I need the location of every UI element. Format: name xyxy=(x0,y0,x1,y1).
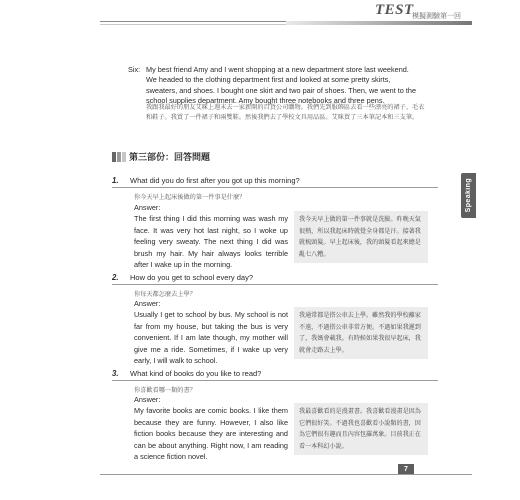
question-chinese: 你每天都怎麼去上學？ xyxy=(134,291,196,298)
answer-chinese-box: 我最喜歡看的是漫畫書。我喜歡看漫畫是因為它們很好笑。不過我也喜歡看小說類的書，因為它們很有趣而且內容包羅萬象。目前我正在看一本科幻小說。 xyxy=(294,403,428,455)
question-row xyxy=(112,270,438,285)
item-six-label: Six: xyxy=(128,65,141,74)
question-number: 3. xyxy=(112,368,119,378)
answer-chinese-box: 我今天早上做的第一件事就是洗臉。昨晚天氣很熱，所以我起床時就覺全身都是汗。接著我就梳頭髮。早上起床後，我的頭髮看起來總是亂七八糟。 xyxy=(294,211,428,263)
test-header-subtitle: 模擬測驗第一回 xyxy=(412,13,461,20)
item-six-english: My best friend Amy and I went shopping at a new department store last weekend. We headed to the clothing department first and looked at some pretty skirts, sweaters, and shoes. I bought one skirt and two pair of shoes. Then, we went to the school supplies department. Amy bought three notebooks and three pens. xyxy=(146,65,417,105)
section-heading xyxy=(112,151,210,162)
question-row xyxy=(112,366,438,381)
answer-label: Answer: xyxy=(134,203,161,212)
answer-english: The first thing I did this morning was wash my face. It was very hot last night, so I woke up feeling very sweaty. The next thing I did was brush my hair. My hair always looks terrible after I wake up in the morning. xyxy=(134,214,288,269)
header-gradient-bar xyxy=(286,21,472,25)
question-chinese: 你今天早上起床後做的第一件事是什麼？ xyxy=(134,194,246,201)
answer-label: Answer: xyxy=(134,395,161,404)
side-tab-label: Speaking xyxy=(465,178,472,213)
answer-chinese-box: 我通常都是搭公車去上學。雖然我的學校離家不遠，不過搭公車非常方便。不過如果我遲到了，我媽會載我。有時候如果我很早起床，我就會走路去上學。 xyxy=(294,307,428,359)
answer-english: My favorite books are comic books. I like them because they are funny. However, I also like fiction books because they are interesting and can be about anything. Right now, I am reading a science fiction novel. xyxy=(134,406,288,461)
answer-english: Usually I get to school by bus. My school is not far from my house, but taking the bus is very convenient. If I am late though, my mother will give me a ride. Sometimes, if I wake up very early, I will walk to school. xyxy=(134,310,288,365)
question-row xyxy=(112,173,438,188)
question-number: 1. xyxy=(112,175,119,185)
page-number: 7 xyxy=(398,464,414,474)
question-text: What kind of books do you like to read? xyxy=(130,368,262,378)
item-six-chinese: 我跟我最好的朋友艾咪上週末去一家新開的百貨公司購物。我們先到服飾區去看一些漂亮的裙子、毛衣和鞋子。我買了一件裙子和兩雙鞋。然後我們去了學校文具用品區。艾咪買了三本筆記本和三支筆。 xyxy=(146,104,425,121)
answer-label: Answer: xyxy=(134,299,161,308)
question-number: 2. xyxy=(112,272,119,282)
speaking-side-tab xyxy=(461,173,476,218)
question-text: How do you get to school every day? xyxy=(130,272,253,282)
footer-rule xyxy=(100,474,472,475)
question-chinese: 你喜歡看哪一類的書？ xyxy=(134,387,196,394)
section-title: 第三部份：回答問題 xyxy=(129,152,211,162)
question-text: What did you do first after you got up this morning? xyxy=(130,175,300,185)
test-header-title: TEST xyxy=(375,2,414,18)
section-bars-icon xyxy=(112,152,126,162)
